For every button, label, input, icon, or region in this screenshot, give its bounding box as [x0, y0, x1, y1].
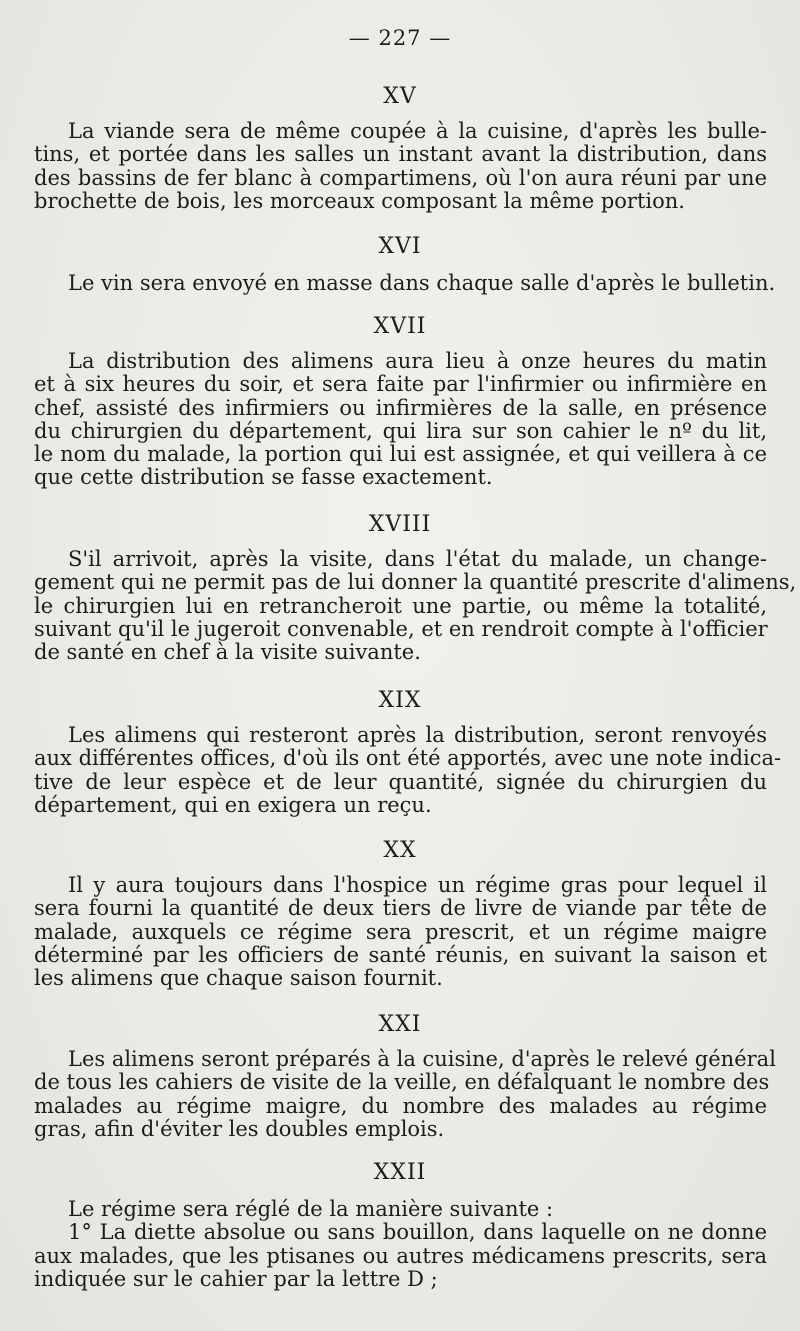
text-line: S'il arrivoit, après la visite, dans l'état du malade, un change-	[68, 547, 767, 571]
text-line: malades au régime maigre, du nombre des malades au régime	[34, 1093, 767, 1118]
text-line: le chirurgien lui en retrancheroit une partie, ou même la totalité,	[34, 593, 767, 618]
text-line: le nom du malade, la portion qui lui est assignée, et qui veillera à ce	[34, 442, 767, 467]
article-heading-xvii: XVII	[373, 314, 427, 339]
text-line: chef, assisté des infirmiers ou infirmières de la salle, en présence	[34, 395, 767, 420]
article-heading-xviii: XVIII	[368, 512, 432, 537]
article-heading-xxi: XXI	[378, 1012, 422, 1037]
article-heading-xv: XV	[383, 84, 417, 109]
text-line: que cette distribution se fasse exactement.	[34, 465, 493, 490]
text-line: gras, afin d'éviter les doubles emplois.	[34, 1116, 445, 1141]
article-body-xix	[34, 723, 782, 817]
text-line: aux différentes offices, d'où ils ont été apportés, avec une note indica-	[34, 746, 782, 771]
page-number: — 227 —	[348, 26, 452, 50]
text-line: aux malades, que les ptisanes ou autres médicamens prescrits, sera	[34, 1243, 767, 1268]
article-body-xvii	[34, 350, 767, 490]
text-line: suivant qu'il le jugeroit convenable, et en rendroit compte à l'officier	[34, 616, 768, 641]
text-line: Les alimens seront préparés à la cuisine, d'après le relevé général	[68, 1047, 776, 1071]
text-line: tive de leur espèce et de leur quantité, signée du chirurgien du	[34, 769, 767, 794]
text-line: sera fourni la quantité de deux tiers de livre de viande par tête de	[34, 896, 767, 921]
text-line: Les alimens qui resteront après la distribution, seront renvoyés	[68, 723, 767, 747]
text-line: tins, et portée dans les salles un instant avant la distribution, dans	[34, 142, 767, 167]
article-heading-xix: XIX	[378, 688, 422, 713]
article-heading-xxii: XXII	[373, 1160, 427, 1185]
text-line: de santé en chef à la visite suivante.	[34, 640, 421, 665]
article-body-xv	[34, 120, 767, 213]
article-body-xvi	[34, 271, 776, 295]
text-line: Le régime sera réglé de la manière suivante :	[68, 1197, 554, 1221]
text-line: Il y aura toujours dans l'hospice un régime gras pour lequel il	[68, 873, 767, 897]
article-body-xxi	[34, 1047, 776, 1141]
text-line: indiquée sur le cahier par la lettre D ;	[34, 1266, 438, 1291]
article-body-xviii	[34, 547, 797, 665]
article-body-xx	[34, 874, 767, 990]
text-line: des bassins de fer blanc à compartimens, où l'on aura réuni par une	[34, 165, 767, 190]
text-line: déterminé par les officiers de santé réunis, en suivant la saison et	[34, 942, 767, 967]
text-line: brochette de bois, les morceaux composant la même portion.	[34, 188, 685, 213]
text-line: 1° La diette absolue ou sans bouillon, dans laquelle on ne donne	[68, 1220, 767, 1245]
text-line: de tous les cahiers de visite de la veille, en défalquant le nombre des	[34, 1070, 770, 1095]
article-heading-xvi: XVI	[378, 234, 422, 259]
article-body-xxii	[34, 1198, 767, 1291]
text-line: malade, auxquels ce régime sera prescrit, et un régime maigre	[34, 919, 767, 944]
text-line: La distribution des alimens aura lieu à onze heures du matin	[68, 349, 767, 373]
text-line: les alimens que chaque saison fournit.	[34, 966, 443, 991]
text-line: du chirurgien du département, qui lira sur son cahier le nº du lit,	[34, 418, 767, 443]
text-line: gement qui ne permit pas de lui donner la quantité prescrite d'alimens,	[34, 570, 797, 595]
text-line: La viande sera de même coupée à la cuisine, d'après les bulle-	[68, 119, 767, 143]
text-line: département, qui en exigera un reçu.	[34, 792, 432, 817]
text-line: Le vin sera envoyé en masse dans chaque salle d'après le bulletin.	[68, 271, 776, 295]
article-heading-xx: XX	[383, 838, 417, 863]
text-line: et à six heures du soir, et sera faite par l'infirmier ou infirmière en	[34, 372, 767, 397]
